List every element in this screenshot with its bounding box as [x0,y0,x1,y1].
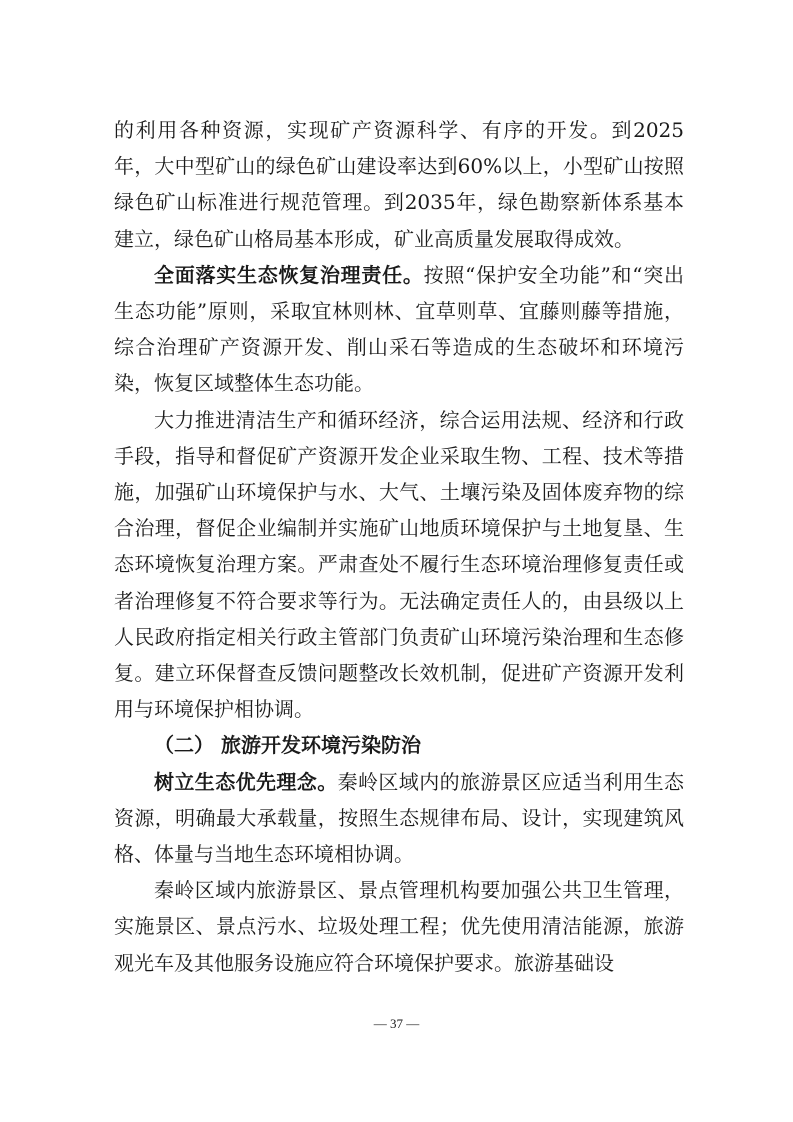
paragraph-5 [114,872,684,981]
paragraph-3-text: 大力推进清洁生产和循环经济，综合运用法规、经济和行政手段，指导和督促矿产资源开发企业采取生物、工程、技术等措施，加强矿山环境保护与水、大气、土壤污染及固体废弃物的综合治理，督促企业编制并实施矿山地质环境保护与土地复垦、生态环境恢复治理方案。严肃查处不履行生态环境治理修复责任或者治理修复不符合要求等行为。无法确定责任人的，由县级以上人民政府指定相关行政主管部门负责矿山环境污染治理和生态修复。建立环保督查反馈问题整改长效机制，促进矿产资源开发利用与环境保护相协调。 [114,407,684,722]
page-number: — 37 — [373,1016,420,1031]
section-heading: （二） 旅游开发环境污染防治 [154,733,421,758]
paragraph-4-text: 秦岭区域内的旅游景区应适当利用生态资源，明确最大承载量，按照生态规律布局、设计，实现建筑风格、体量与当地生态环境相协调。 [114,769,685,867]
paragraph-2 [114,257,684,402]
paragraph-4 [114,764,684,873]
paragraph-2-text: 按照“保护安全功能”和“突出生态功能”原则，采取宜林则林、宜草则草、宜藤则藤等措施，综合治理矿产资源开发、削山采石等造成的生态破坏和环境污染，恢复区域整体生态功能。 [114,262,684,396]
paragraph-5-text: 秦岭区域内旅游景区、景点管理机构要加强公共卫生管理，实施景区、景点污水、垃圾处理工程；优先使用清洁能源，旅游观光车及其他服务设施应符合环境保护要求。旅游基础设 [114,878,684,975]
document-body [114,112,684,981]
paragraph-1-text: 的利用各种资源，实现矿产资源科学、有序的开发。到2025年，大中型矿山的绿色矿山建设率达到60%以上，小型矿山按照绿色矿山标准进行规范管理。到2035年，绿色勘察新体系基本建立，绿色矿山格局基本形成，矿业高质量发展取得成效。 [114,118,684,251]
paragraph-1 [114,112,684,257]
paragraph-3 [114,402,684,728]
paragraph-2-lead: 全面落实生态恢复治理责任。 [154,262,424,287]
paragraph-4-lead: 树立生态优先理念。 [154,769,338,794]
